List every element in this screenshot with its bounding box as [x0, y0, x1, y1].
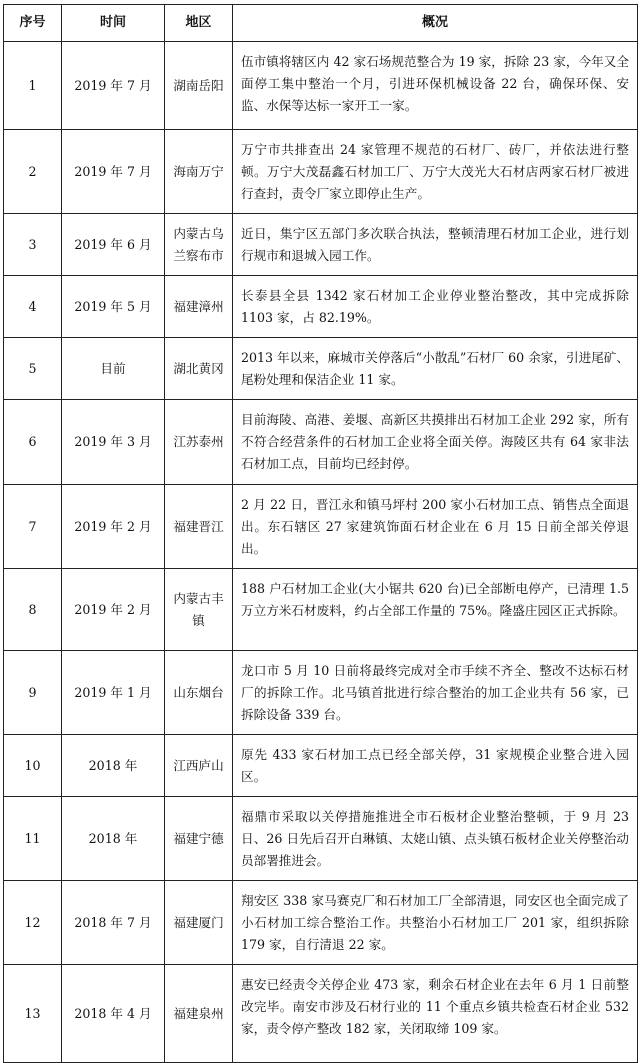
row-time: 2018 年 7 月	[62, 881, 165, 965]
row-index: 2	[4, 130, 62, 214]
row-description: 翔安区 338 家马赛克厂和石材加工厂全部清退，同安区也全面完成了小石材加工综合整治工作。共整治小石材加工厂 201 家，组织拆除 179 家，自行清退 22 家。	[233, 881, 638, 965]
table-header-row	[4, 5, 638, 42]
row-region: 福建宁德	[165, 797, 233, 881]
row-description: 188 户石材加工企业(大小锯共 620 台)已全部断电停产，已清理 1.5 万立方米石材废料，约占全部工作量的 75%。隆盛庄园区正式拆除。	[233, 569, 638, 651]
row-region: 内蒙古乌兰察布市	[165, 214, 233, 276]
row-region: 湖北黄冈	[165, 338, 233, 400]
row-description: 长泰县全县 1342 家石材加工企业停业整治整改，其中完成拆除 1103 家，占 82.19%。	[233, 276, 638, 338]
row-index: 12	[4, 881, 62, 965]
row-description: 福鼎市采取以关停措施推进全市石板材企业整治整顿，于 9 月 23 日、26 日先后召开白琳镇、太姥山镇、点头镇石板材企业关停整治动员部署推进会。	[233, 797, 638, 881]
row-description: 惠安已经责令关停企业 473 家，剩余石材企业在去年 6 月 1 日前整改完毕。南安市涉及石材行业的 11 个重点乡镇共检查石材企业 532 家，责令停产整改 182 家，关闭取缔 109 家。	[233, 965, 638, 1063]
row-region: 海南万宁	[165, 130, 233, 214]
row-description: 目前海陵、高港、姜堰、高新区共摸排出石材加工企业 292 家，所有不符合经营条件的石材加工企业将全面关停。海陵区共有 64 家非法石材加工点，目前均已经封停。	[233, 400, 638, 485]
row-time: 2019 年 5 月	[62, 276, 165, 338]
table-row	[4, 485, 638, 569]
row-index: 3	[4, 214, 62, 276]
table-row	[4, 965, 638, 1063]
row-time: 2019 年 2 月	[62, 569, 165, 651]
row-description: 近日，集宁区五部门多次联合执法，整顿清理石材加工企业，进行划行规市和退城入园工作。	[233, 214, 638, 276]
row-index: 1	[4, 42, 62, 130]
row-index: 13	[4, 965, 62, 1063]
row-time: 2019 年 2 月	[62, 485, 165, 569]
row-index: 5	[4, 338, 62, 400]
row-description: 2013 年以来，麻城市关停落后“小散乱”石材厂 60 余家，引进尾矿、尾粉处理和保洁企业 11 家。	[233, 338, 638, 400]
header-region: 地区	[165, 5, 233, 42]
header-index: 序号	[4, 5, 62, 42]
row-time: 目前	[62, 338, 165, 400]
row-index: 6	[4, 400, 62, 485]
header-time: 时间	[62, 5, 165, 42]
row-region: 山东烟台	[165, 651, 233, 735]
row-description: 原先 433 家石材加工点已经全部关停，31 家规模企业整合进入园区。	[233, 735, 638, 797]
row-region: 江苏泰州	[165, 400, 233, 485]
row-time: 2019 年 7 月	[62, 42, 165, 130]
row-region: 福建晋江	[165, 485, 233, 569]
table-row	[4, 735, 638, 797]
row-index: 8	[4, 569, 62, 651]
table-row	[4, 338, 638, 400]
row-index: 10	[4, 735, 62, 797]
table-row	[4, 797, 638, 881]
row-description: 龙口市 5 月 10 日前将最终完成对全市手续不齐全、整改不达标石材厂的拆除工作。北马镇首批进行综合整治的加工企业共有 56 家，已拆除设备 339 台。	[233, 651, 638, 735]
row-time: 2019 年 1 月	[62, 651, 165, 735]
row-description: 伍市镇将辖区内 42 家石场规范整合为 19 家，拆除 23 家，今年又全面停工集中整治一个月，引进环保机械设备 22 台，确保环保、安监、水保等达标一家开工一家。	[233, 42, 638, 130]
row-region: 福建厦门	[165, 881, 233, 965]
row-region: 内蒙古丰镇	[165, 569, 233, 651]
row-region: 福建漳州	[165, 276, 233, 338]
row-time: 2019 年 7 月	[62, 130, 165, 214]
row-index: 9	[4, 651, 62, 735]
table-row	[4, 130, 638, 214]
row-region: 湖南岳阳	[165, 42, 233, 130]
table-row	[4, 881, 638, 965]
row-time: 2018 年 4 月	[62, 965, 165, 1063]
table-row	[4, 651, 638, 735]
row-region: 福建泉州	[165, 965, 233, 1063]
header-description: 概况	[233, 5, 638, 42]
stone-industry-rectification-table	[3, 4, 638, 1063]
table-row	[4, 42, 638, 130]
row-index: 4	[4, 276, 62, 338]
table-row	[4, 569, 638, 651]
row-index: 7	[4, 485, 62, 569]
table-row	[4, 276, 638, 338]
row-time: 2019 年 6 月	[62, 214, 165, 276]
table-row	[4, 214, 638, 276]
row-time: 2019 年 3 月	[62, 400, 165, 485]
row-index: 11	[4, 797, 62, 881]
row-time: 2018 年	[62, 735, 165, 797]
row-region: 江西庐山	[165, 735, 233, 797]
row-description: 万宁市共排查出 24 家管理不规范的石材厂、砖厂，并依法进行整顿。万宁大茂磊鑫石材加工厂、万宁大茂光大石材店两家石材厂被进行查封，责令厂家立即停止生产。	[233, 130, 638, 214]
row-description: 2 月 22 日，晋江永和镇马坪村 200 家小石材加工点、销售点全面退出。东石辖区 27 家建筑饰面石材企业在 6 月 15 日前全部关停退出。	[233, 485, 638, 569]
table-row	[4, 400, 638, 485]
row-time: 2018 年	[62, 797, 165, 881]
